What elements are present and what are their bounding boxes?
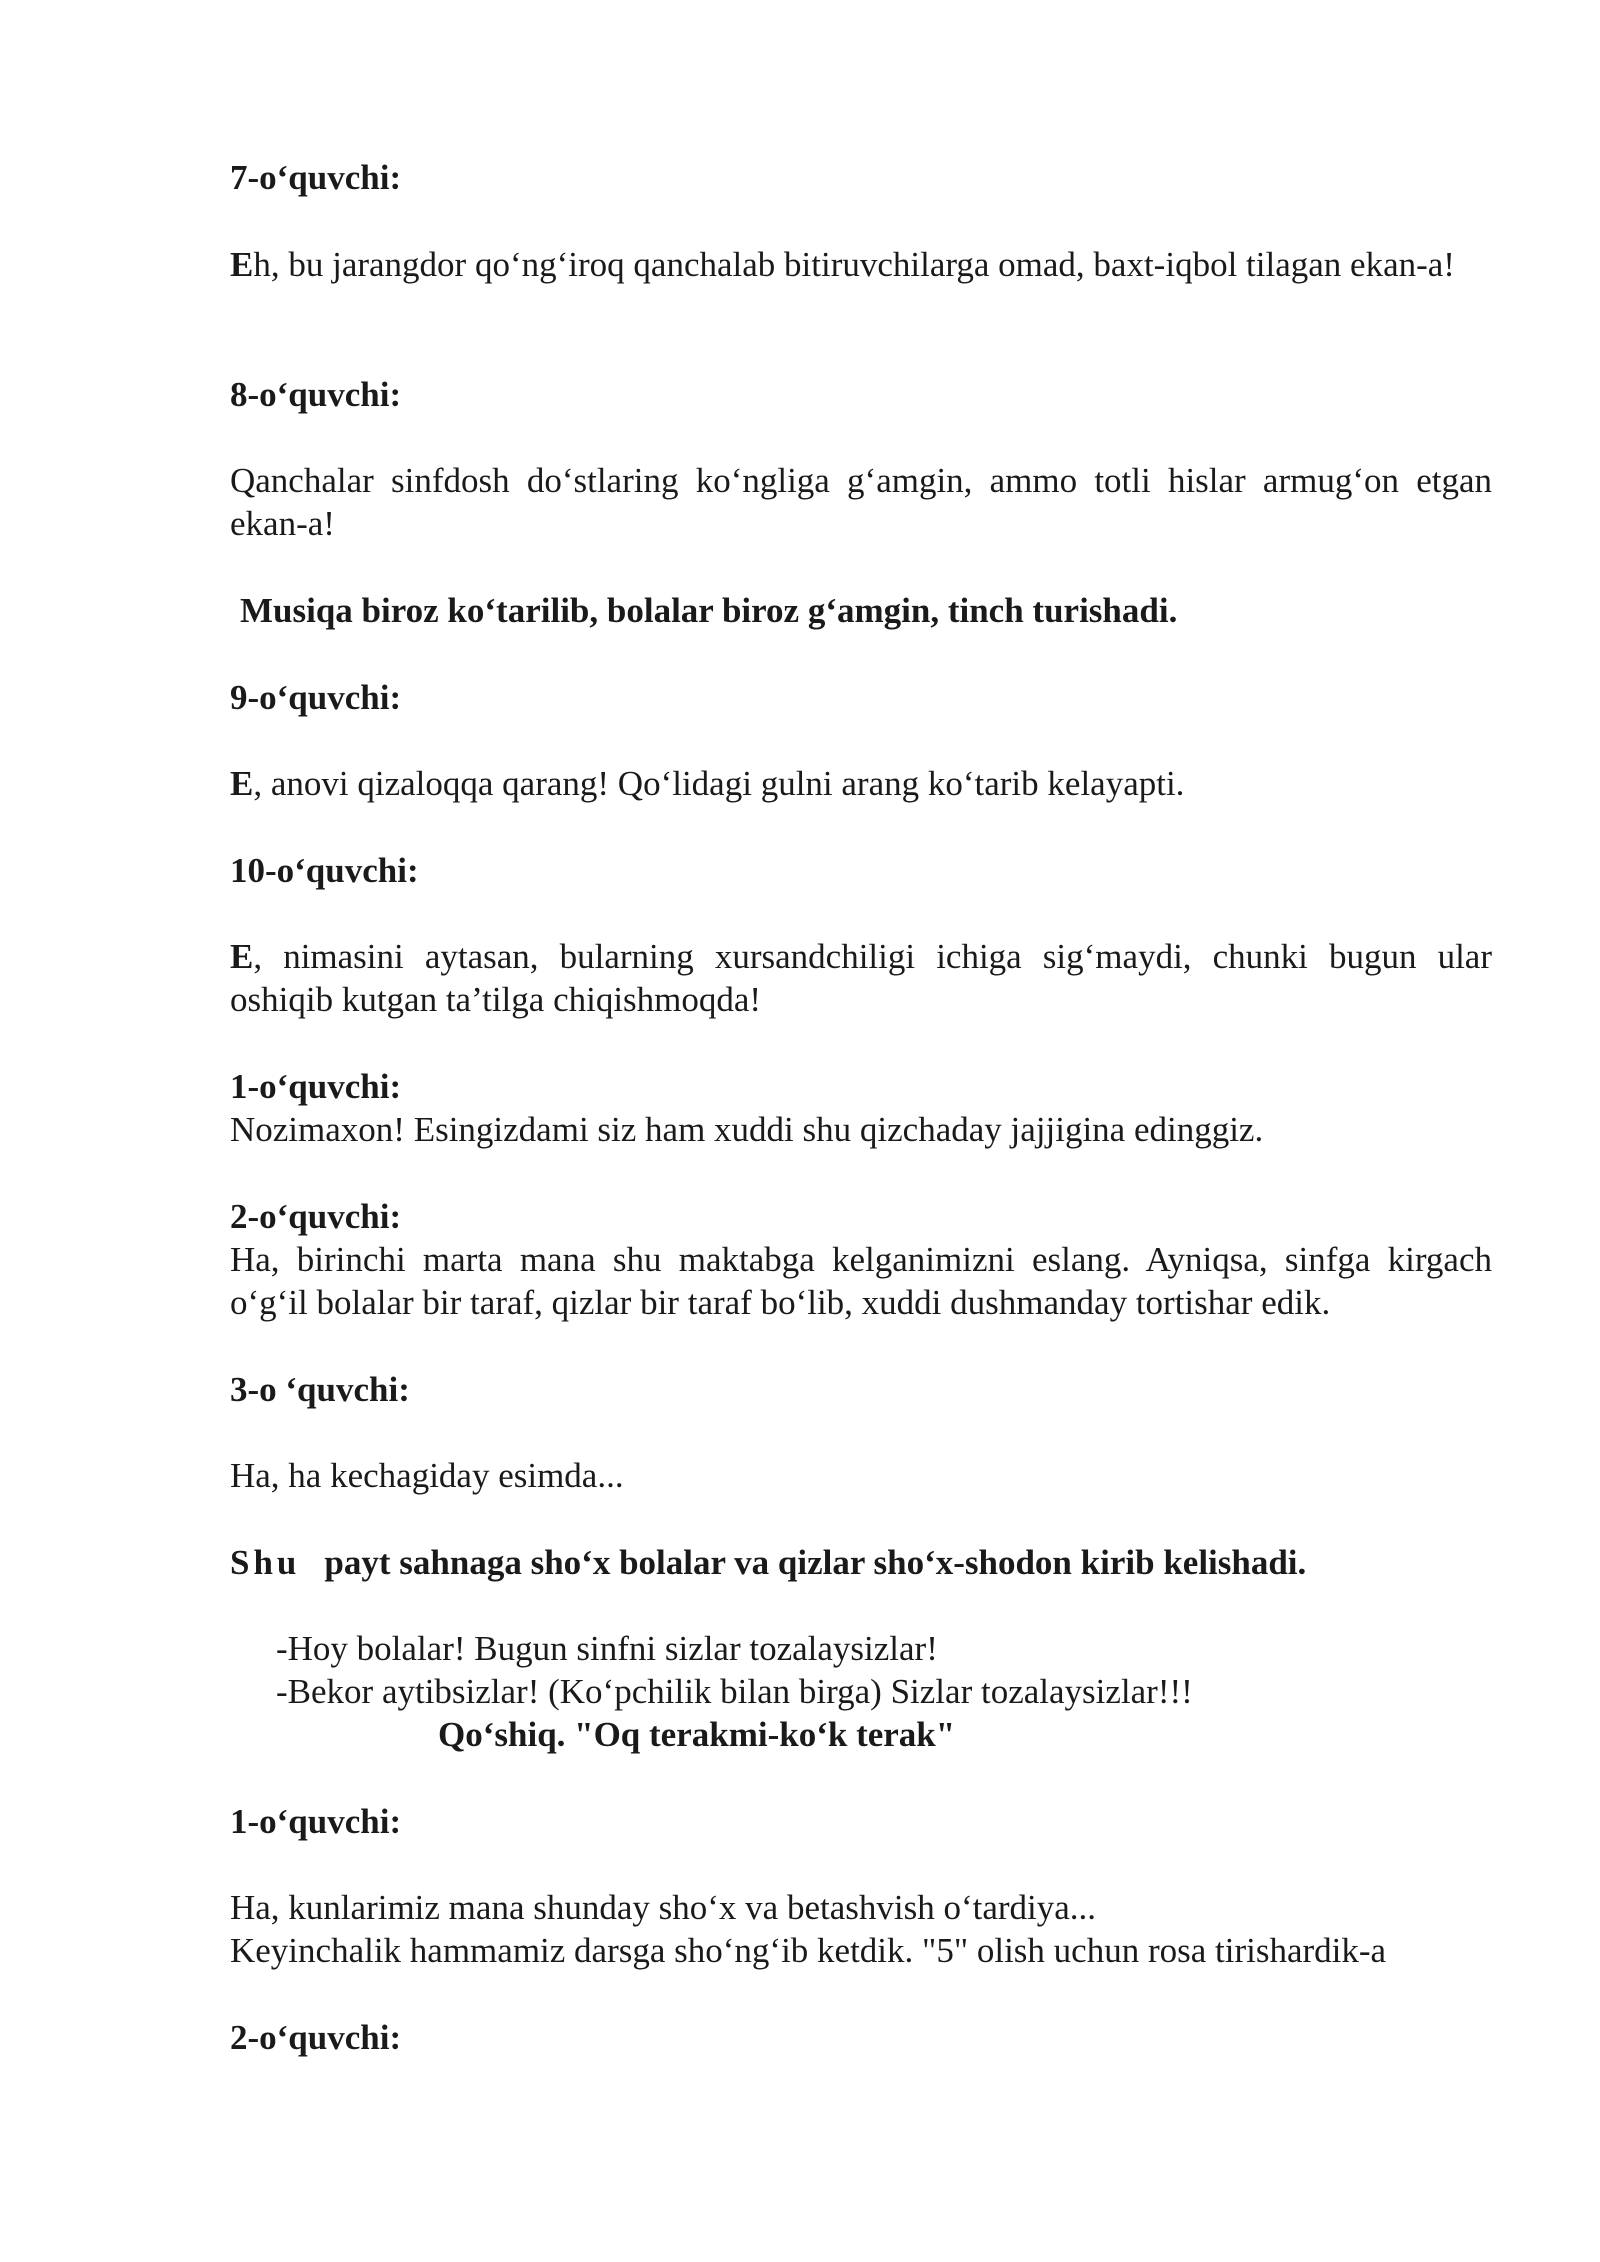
stage-direction bbox=[230, 1541, 1492, 1584]
dialogue-line: Qanchalar sinfdosh do‘stlaring ko‘ngliga g‘amgin, ammo totli hislar armug‘on etgan ekan-a! bbox=[230, 461, 1492, 543]
dialogue-text: h, bu jarangdor qo‘ng‘iroq qanchalab bitiruvchilarga omad, baxt-iqbol tilagan ekan-a! bbox=[253, 245, 1455, 284]
dialogue-line: -Hoy bolalar! Bugun sinfni sizlar tozalaysizlar! bbox=[276, 1629, 938, 1668]
speaker-label: 1-o‘quvchi: bbox=[230, 1802, 402, 1841]
dialogue-text: , nimasini aytasan, bularning xursandchiligi ichiga sig‘maydi, chunki bugun ular oshiqib kutgan ta’tilga chiqishmoqda! bbox=[230, 937, 1492, 1019]
dialogue-text: Nozimaxon! Esingizdami siz ham xuddi shu qizchaday jajjigina edinggiz. bbox=[230, 1110, 1264, 1149]
dialogue-text: , anovi qizaloqqa qarang! Qo‘lidagi gulni arang ko‘tarib kelayapti. bbox=[253, 764, 1185, 803]
speaker-label: 2-o‘quvchi: bbox=[230, 1197, 402, 1236]
dialogue-line: -Bekor aytibsizlar! (Ko‘pchilik bilan birga) Sizlar tozalaysizlar!!! bbox=[276, 1672, 1193, 1711]
stage-direction: Musiqa biroz ko‘tarilib, bolalar biroz g‘amgin, tinch turishadi. bbox=[240, 591, 1178, 630]
speaker-label: 3-o ‘quvchi: bbox=[230, 1370, 410, 1409]
initial-letter: E bbox=[230, 245, 254, 284]
speaker-label: 8-o‘quvchi: bbox=[230, 375, 402, 414]
dialogue-block bbox=[230, 1195, 1492, 1324]
initial-letter: E bbox=[230, 764, 254, 803]
dialogue-line bbox=[230, 935, 1492, 1021]
initial-word: Shu bbox=[230, 1543, 301, 1582]
speaker-label: 9-o‘quvchi: bbox=[230, 678, 402, 717]
speaker-label: 1-o‘quvchi: bbox=[230, 1067, 402, 1106]
dialogue-line: Ha, ha kechagiday esimda... bbox=[230, 1456, 624, 1495]
dialogue-line bbox=[230, 243, 1492, 286]
initial-letter: E bbox=[230, 937, 254, 976]
dialogue-line: Keyinchalik hammamiz darsga sho‘ng‘ib ketdik. "5" olish uchun rosa tirishardik-a bbox=[230, 1931, 1387, 1970]
dialogue-text: Ha, birinchi marta mana shu maktabga kelganimizni eslang. Ayniqsa, sinfga kirgach o‘g‘il bolalar bir taraf, qizlar bir taraf bo‘lib, xuddi dushmanday tortishar edik. bbox=[230, 1240, 1492, 1322]
dialogue-line bbox=[230, 762, 1492, 805]
song-title: Qo‘shiq. "Oq terakmi-ko‘k terak" bbox=[438, 1715, 956, 1754]
dialogue-block bbox=[230, 1627, 1492, 1756]
speaker-label: 2-o‘quvchi: bbox=[230, 2018, 402, 2057]
speaker-label: 10-o‘quvchi: bbox=[230, 851, 419, 890]
dialogue-block bbox=[230, 1065, 1492, 1151]
speaker-label: 7-o‘quvchi: bbox=[230, 158, 402, 197]
stage-direction-text: payt sahnaga sho‘x bolalar va qizlar sho‘x-shodon kirib kelishadi. bbox=[324, 1543, 1307, 1582]
dialogue-block bbox=[230, 1886, 1492, 1972]
dialogue-line: Ha, kunlarimiz mana shunday sho‘x va betashvish o‘tardiya... bbox=[230, 1888, 1097, 1927]
